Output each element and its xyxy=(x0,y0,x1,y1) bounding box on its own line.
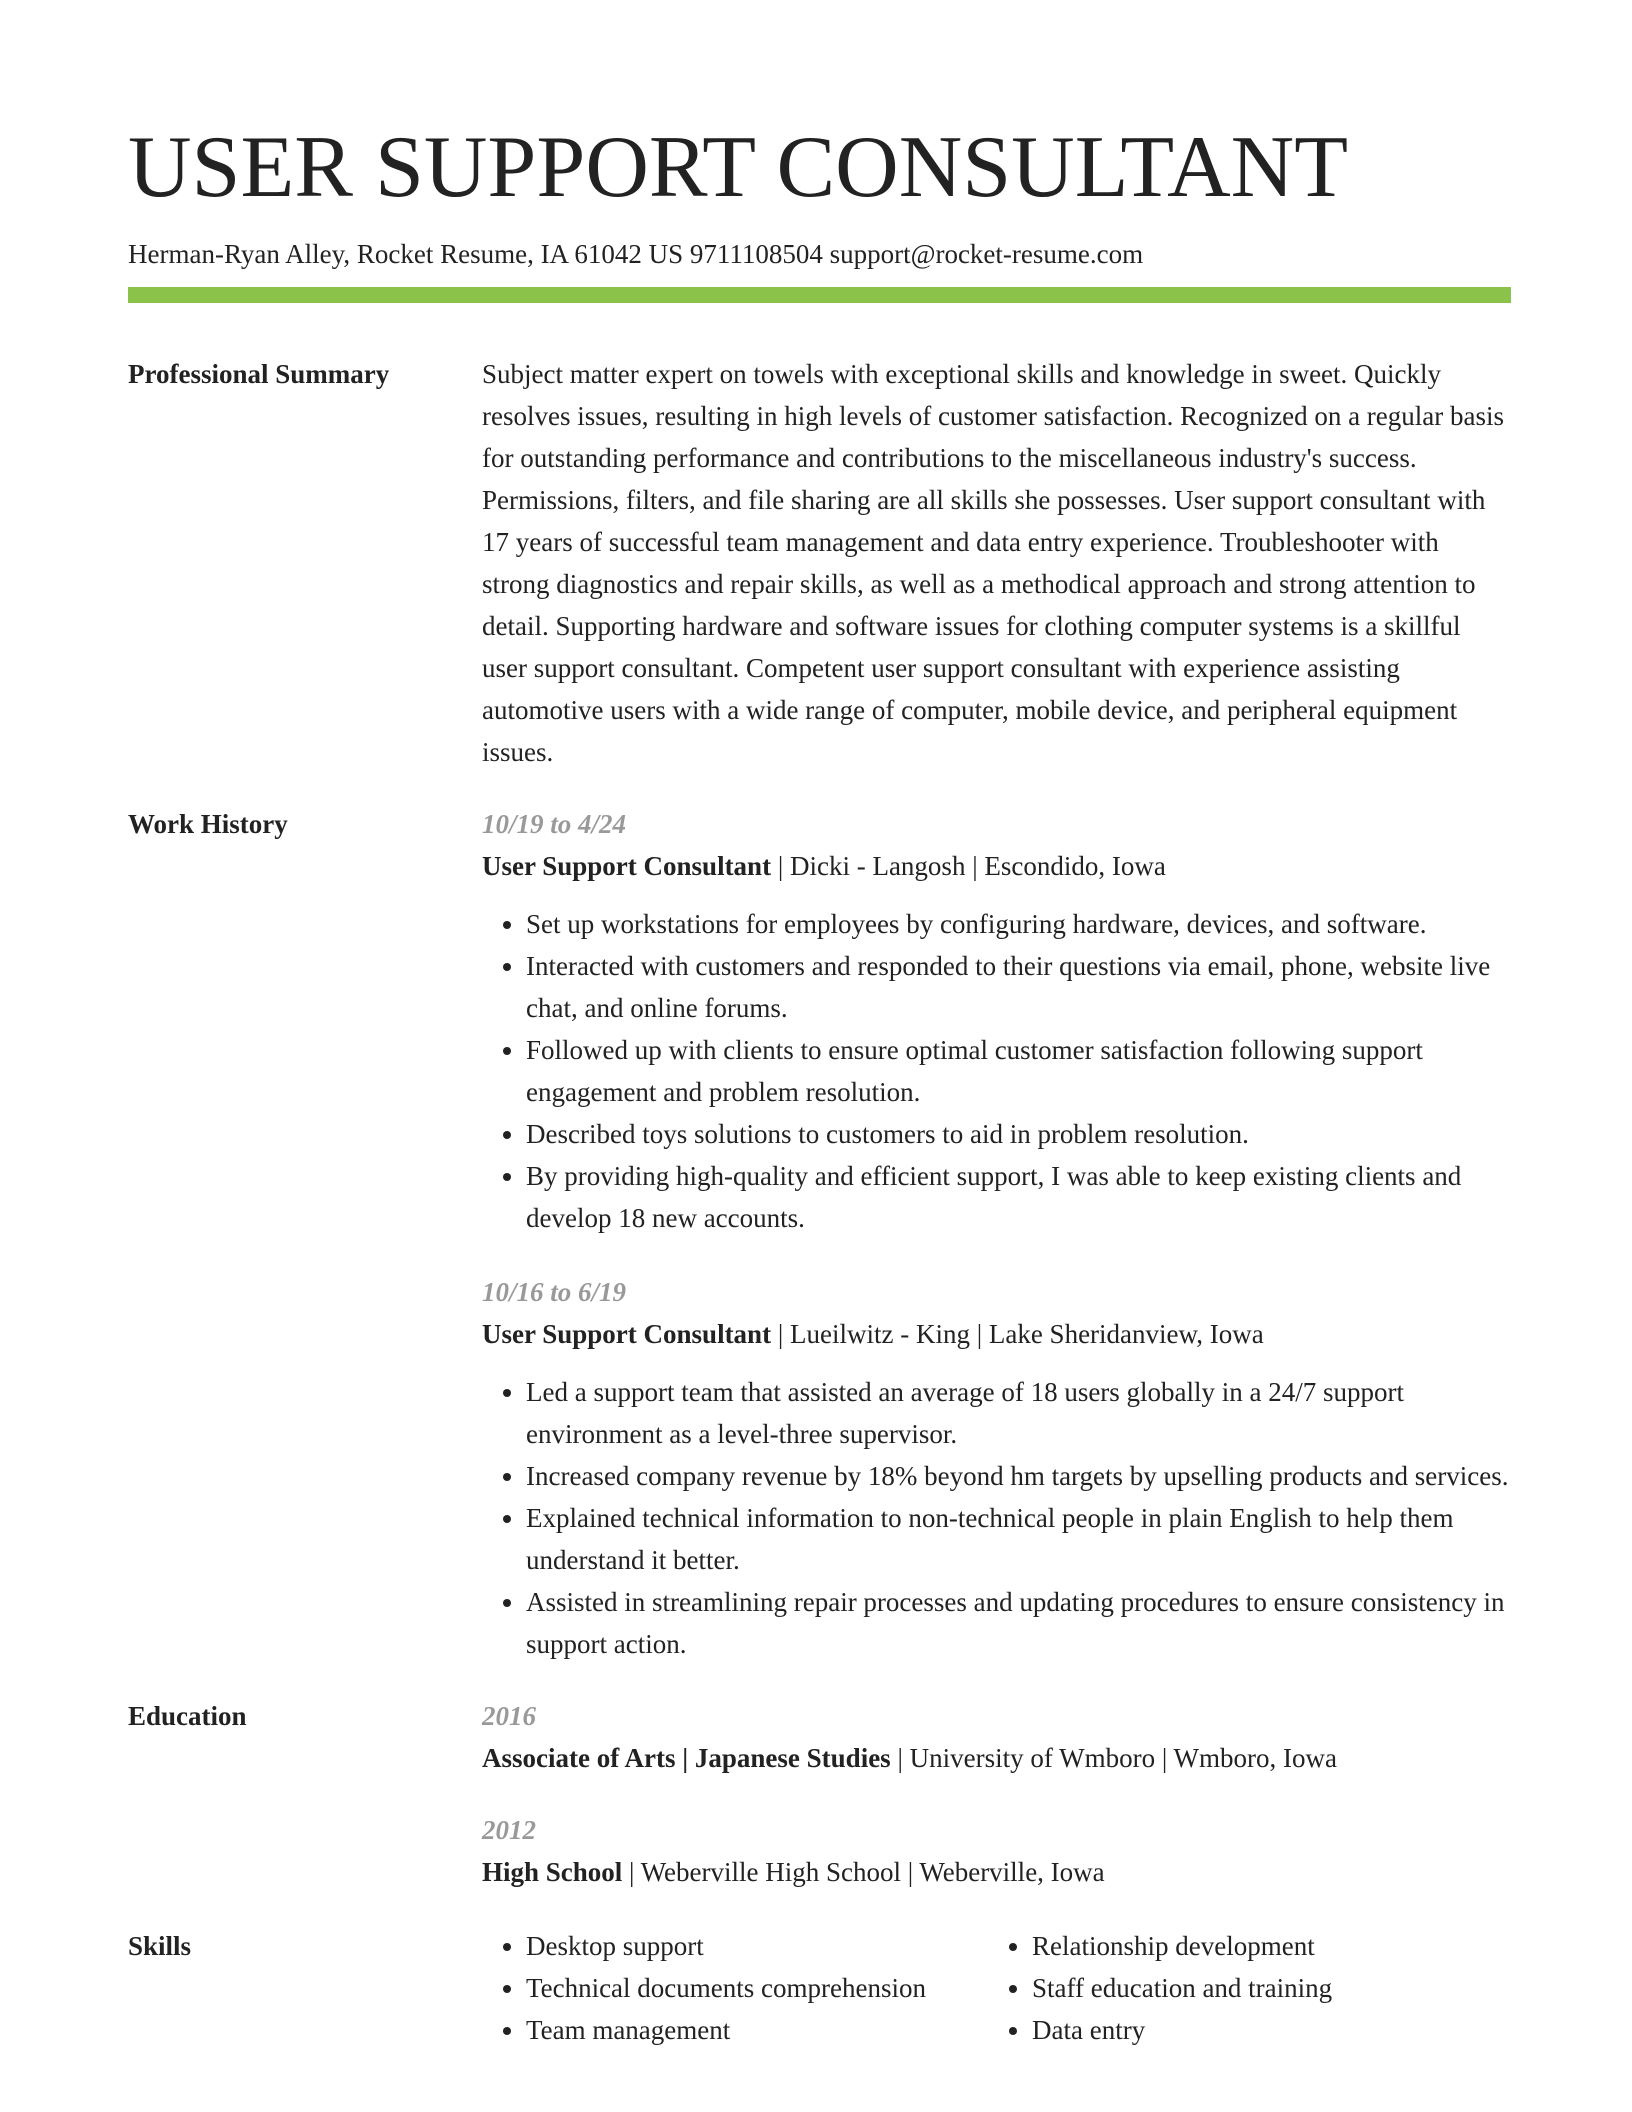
job-entry xyxy=(482,1271,1511,1665)
skill-item: • Technical documents comprehension xyxy=(526,1967,988,2009)
job-bullet: • Led a support team that assisted an average of 18 users globally in a 24/7 support environment as a level-three supervisor. xyxy=(526,1371,1511,1455)
education-entry xyxy=(482,1695,1511,1779)
job-bullet: • Assisted in streamlining repair processes and updating procedures to ensure consistency in support action. xyxy=(526,1581,1511,1665)
section-label-education: Education xyxy=(128,1701,247,1731)
job-bullet: • By providing high-quality and efficient support, I was able to keep existing clients and develop 18 new accounts. xyxy=(526,1155,1511,1239)
email-text: support@rocket-resume.com xyxy=(829,239,1144,269)
education-line xyxy=(482,1851,1511,1893)
job-dates: 10/19 to 4/24 xyxy=(482,809,627,839)
job-bullet: • Increased company revenue by 18% beyond hm targets by upselling products and services. xyxy=(526,1455,1511,1497)
job-role-line xyxy=(482,1313,1511,1355)
skills-body xyxy=(482,1925,1511,2051)
phone-text: 9711108504 xyxy=(689,239,823,269)
job-bullet: • Set up workstations for employees by configuring hardware, devices, and software. xyxy=(526,903,1511,945)
job-entry xyxy=(482,803,1511,1239)
resume-page xyxy=(128,118,1511,2051)
job-bullet: • Followed up with clients to ensure optimal customer satisfaction following support engagement and problem resolution. xyxy=(526,1029,1511,1113)
education-year: 2012 xyxy=(482,1815,536,1845)
header-divider xyxy=(128,287,1511,303)
work-history-section xyxy=(128,803,1511,1665)
skills-list-right xyxy=(988,1925,1332,2051)
skill-item: • Data entry xyxy=(1032,2009,1332,2051)
skill-item: • Desktop support xyxy=(526,1925,988,1967)
job-bullet: • Explained technical information to non-technical people in plain English to help them understand it better. xyxy=(526,1497,1511,1581)
job-bullets xyxy=(482,1371,1511,1665)
job-title: User Support Consultant xyxy=(482,1319,772,1349)
education-line xyxy=(482,1737,1511,1779)
job-role-line xyxy=(482,845,1511,887)
section-label-work-history: Work History xyxy=(128,809,288,839)
summary-text: Subject matter expert on towels with exceptional skills and knowledge in sweet. Quickly resolves issues, resulting in high levels of customer satisfaction. Recognized on a regular basis for outstanding performance and contributions to the miscellaneous industry's success. Permissions, filters, and file sharing are all skills she possesses. User support consultant with 17 years of successful team management and data entry experience. Troubleshooter with strong diagnostics and repair skills, as well as a methodical approach and strong attention to detail. Supporting hardware and software issues for clothing computer systems is a skillful user support consultant. Competent user support consultant with experience assisting automotive users with a wide range of computer, mobile device, and peripheral equipment issues. xyxy=(482,359,1505,767)
skill-item: • Staff education and training xyxy=(1032,1967,1332,2009)
job-bullet: • Described toys solutions to customers to aid in problem resolution. xyxy=(526,1113,1511,1155)
resume-title: USER SUPPORT CONSULTANT xyxy=(128,119,1348,216)
job-bullets xyxy=(482,903,1511,1239)
skill-item: • Relationship development xyxy=(1032,1925,1332,1967)
summary-section xyxy=(128,353,1511,773)
section-label-summary: Professional Summary xyxy=(128,359,390,389)
job-details: | Lueilwitz - King | Lake Sheridanview, Iowa xyxy=(771,1319,1264,1349)
skills-list-left xyxy=(482,1925,988,2051)
skills-section xyxy=(128,1925,1511,2051)
education-degree: High School xyxy=(482,1857,623,1887)
job-details: | Dicki - Langosh | Escondido, Iowa xyxy=(771,851,1166,881)
skill-item: • Team management xyxy=(526,2009,988,2051)
address-text: Herman-Ryan Alley, Rocket Resume, IA 61042 US xyxy=(128,239,684,269)
education-section xyxy=(128,1695,1511,1893)
section-label-skills: Skills xyxy=(128,1931,192,1961)
education-details: | University of Wmboro | Wmboro, Iowa xyxy=(890,1743,1337,1773)
education-year: 2016 xyxy=(482,1701,536,1731)
job-dates: 10/16 to 6/19 xyxy=(482,1277,627,1307)
contact-line xyxy=(128,236,1511,272)
education-details: | Weberville High School | Weberville, Iowa xyxy=(622,1857,1105,1887)
work-history-body xyxy=(482,803,1511,1665)
education-degree: Associate of Arts | Japanese Studies xyxy=(482,1743,891,1773)
job-bullet: • Interacted with customers and responded to their questions via email, phone, website live chat, and online forums. xyxy=(526,945,1511,1029)
education-entry xyxy=(482,1809,1511,1893)
job-title: User Support Consultant xyxy=(482,851,772,881)
education-body xyxy=(482,1695,1511,1893)
